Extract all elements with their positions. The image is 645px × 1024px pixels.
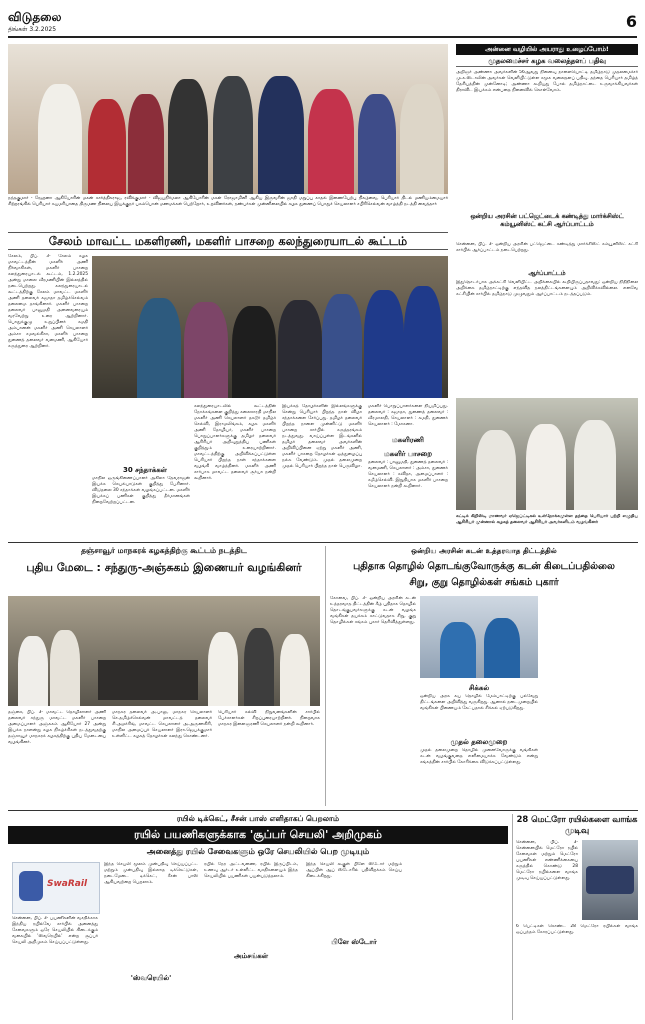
salem-col4-subhead2: மகளிர் பாசறை	[383, 450, 433, 458]
train-icon	[19, 871, 43, 901]
thanjavur-body3: பெரியார் கல்வி நிறுவனங்களின் சார்பில் பேச்சாளர்கள் சிறப்புரையாற்றினர். நிறைவாக மாநகர இளைஞரணி செயலாளர் நன்றி கூறினார்.	[218, 710, 320, 727]
salem-col3: இயக்கத் தோழர்களின் இல்லங்களுக்கு சென்று பெரியார் பிறந்த நாள் விழா சந்தாக்களை சேர்ப்பது. தமிழர் தலைவர் பிறந்த நாளை முன்னிட்டு மகளிர் பாசறை சார்பில் கருத்தரங்கம் நடத்துவது. வாய்ப்புள்ள இடங்களில் தமிழர் தலைவர் அவர்களின் அறிவிப்பினை ஏற்று மகளிர் அணி, மகளிர் பாசறை தோழர்கள் ஒத்துழைப்பு நல்க வேண்டும். முதல் தலைமுறை முதல் பெரியார் பிறந்த நாள் பெருவிழா.	[282, 404, 362, 469]
railway-subhead1: 'ஸ்வரெயில்'	[130, 974, 172, 982]
top-photo	[8, 44, 448, 194]
thanjavur-photo	[8, 596, 320, 706]
right-second-title: ஒன்றிய அரசின் பட்ஜெட்டைக் கண்டித்து மார்க்சிஸ்ட் கம்யூனிஸ்ட் கட்சி ஆர்ப்பாட்டம்	[470, 212, 624, 229]
divider	[8, 542, 638, 543]
msme-body2: ஒன்றிய அரசு சுய தொழில் மேம்பாட்டிற்கு பல்வேறு திட்டங்களை அறிவித்து வருகிறது. ஆனால் நடைமுறையில் வங்கிகள் பிணையம் கேட்பதால் சிக்கல் ஏற்படுகிறது.	[420, 694, 538, 711]
railway-body4: இந்த செயலி கூகுள் பிளே ஸ்டோர் மற்றும் ஆப்பிள் ஆப் ஸ்டோரில் பதிவிறக்கம் செய்ய கிடைக்கிறது.	[306, 862, 402, 879]
salem-col1-b: மாநில ஒருங்கிணைப்பாளர் அகிலா தேவராஜன் இயக்க செயல்பாடுகள் குறித்து பேசினார். விடுதலை 30 சந்தாக்கள் வழங்கப்பட்டன. மகளிர் இயக்கப் பணிகள் குறித்து தீர்மானங்கள் நிறைவேற்றப்பட்டன.	[92, 476, 190, 505]
divider	[512, 814, 513, 1020]
issue-date: திங்கள் 3.2.2025	[8, 26, 57, 33]
metro-train-icon	[586, 866, 634, 894]
right-second-location: சென்னை, பிப். 3- ஒன்றிய அரசின் பட்ஜெட்டை கண்டித்து மார்க்சிஸ்ட் கம்யூனிஸ்ட் கட்சி சார்பில் ஆர்ப்பாட்டம் நடைபெற்றது.	[456, 242, 638, 253]
railway-kicker: ரயில் டிக்கெட், சீசன் பாஸ் எளிதாகப் பெறலாம்	[176, 814, 340, 823]
right-second-subhead: ஆர்ப்பாட்டம்	[528, 270, 566, 277]
salem-col4-b: தலைவர் : பானுமதி, துணைத் தலைவர் : வனமணி, செயலாளர் : அம்சா, துணைச் செயலாளர் : கவிதா, அமைப்பாளர் : கமீழ்செல்வி. இறுதியாக மகளிர் பாசறை செயலாளர் நன்றி கூறினார்.	[368, 460, 448, 489]
railway-body-cont	[408, 862, 508, 1020]
swarail-logo-text: SwaRail	[47, 879, 88, 889]
msme-subhead1: சிக்கல்	[468, 684, 490, 692]
thanjavur-headline: புதிய மேடை : சந்துரு-அஞ்சுகம் இணையர் வழங்கினர்	[26, 561, 302, 574]
msme-subhead2: முதல் தலைமுறை	[450, 738, 508, 746]
salem-col4: மகளிர் பொறுப்பாளர்களை நியமிப்பது. தலைவர் : சுஜாதா, துணைத் தலைவர் : வீரமாலதி, செயலாளர் : சுமதி, துணைச் செயலாளர் : மோகனா.	[368, 404, 448, 427]
metro-body1: சென்னை, பிப். 3- சென்னையில் மெட்ரோ ரயில் சேவைகள் மற்றும் மெட்ரோ பயணிகள் எண்ணிக்கையை கருத்தில் கொண்டு 28 மெட்ரோ ரயில்களை வாங்க முடிவு செய்யப்பட்டுள்ளது.	[516, 840, 578, 881]
railway-headline: ரயில் பயணிகளுக்காக 'சூப்பர் செயலி' அறிமுகம்	[8, 826, 508, 844]
salem-col2: கலந்துரையாடலில் கூட்டத்தின் நோக்கங்களை குறித்து கலைசாரதி மாநில மகளிர் அணி செயலாளர் தகடூர் தமிழ்ச் செல்வி, இராமலிங்கம், கழக மகளிர் அணி தோழியர், மகளிர் பாசறை பொறுப்பாளர்களுக்கு தமிழர் தலைவர் ஆசிரியர் அறிவுறுத்திய பணிகள் குறித்தும் உரையாற்றினார். மாவட்டத்திற்கு அறிவிக்கப்பட்டுள்ள பெரியார் பிறந்த நாள் சந்தாக்களை வழங்கி வாழ்த்தினர். மகளிர் அணி சார்பாக மாவட்ட தலைவர் சூர்யா நன்றி கூறினார்.	[194, 404, 276, 481]
salem-headline: சேலம் மாவட்ட மகளிரணி, மகளிர் பாசறை கலந்துரையாடல் கூட்டம்	[8, 232, 448, 250]
thanjavur-kicker: தஞ்சாவூர் மாநகரக் கழகத்திற்கு கூட்டம் நடத்திட	[81, 546, 247, 555]
railway-body1: சென்னை, பிப். 3- பயணிகளின் வசதிக்காக இந்திய ரயில்வே சார்பில் அனைத்து சேவைகளும் ஒரே செயலியில் கிடைக்கும் வகையில் 'ஸ்வரெயில்' என்ற சூப்பர் செயலி அறிமுகம் செய்யப்பட்டுள்ளது.	[12, 916, 98, 945]
right-photo	[456, 398, 638, 510]
railway-body2: இந்த செயலி மூலம் முன்பதிவு செய்யப்பட்ட மற்றும் முன்பதிவு இல்லாத டிக்கெட்டுகள், நடைமேடை டிக்கெட், சீசன் பாஸ் ஆகியவற்றை பெறலாம்.	[104, 862, 198, 885]
msme-body3: முதல் தலைமுறை தொழில் முனைவோருக்கு வங்கிகள் கடன் வழங்குவதை எளிமையாக்க வேண்டும் என்று சங்கத்தின் சார்பில் கோரிக்கை விடுக்கப்பட்டுள்ளது.	[420, 748, 538, 765]
right-photo-caption: கட்டிக் கிறிஸ்டி மாணவர் ஏஜெப்ட்டிகல் உள்நோக்கமுள்ள தந்தை பெரியார் பற்றி எழுதிய ஆசிரியர் முன்னால் கழகத் தலைவர் ஆசிரியர் அவர்களிடம் வழங்கினர்	[456, 514, 638, 525]
salem-col4-subhead1: மகளிரணி	[392, 436, 424, 444]
top-photo-caption: நந்தகுமார் - ரேஹனா ஆகியோரின் மகன் கார்த்திகராஜ, ரவிக்குமார் - விஜயநிர்மலா ஆகியோரின் மகள் ரோஜாமினி ஆகிய இருவரின் ஜாதி மறுப்பு காதல் இணையேற்பு நிகழ்வை, பெரியார் திடல் மணியம்மையார் சிற்றரங்கில் பெரியார் சுயமரியாதை திருமண நிலைய இயக்குநர் பசும்பொன் மணமக்கள் பெற்றோர், உறவினர்கள், நண்பர்கள் முன்னிலையில் கழக துணைப் பொதுச் செயலாளர் சபிரிசெல்வன் வாழ்த்தி நடத்தி வைத்தார்	[8, 196, 448, 207]
metro-headline: 28 மெட்ரோ ரயில்களை வாங்க முடிவு	[516, 814, 638, 835]
thanjavur-body2: மாநகர தலைவர் அ.பாலு, மாநகர செயலாளர் செ.தமிழ்ச்செல்வன் மாவட்டத் தலைவர் சி.அமர்சிங், மாவட்ட செயலாளர் அ.அருணகிரி, மாநில அமைப்புச் செயலாளர் இரா.ஜெயக்குமார் உள்ளிட்ட கழகத் தோழர்கள் கலந்து கொண்டனர்.	[112, 710, 212, 739]
railway-body3: ரயில் நேர அட்டவணை, ரயில் இருப்பிடம், உணவு ஆர்டர் உள்ளிட்ட வசதிகளையும் இந்த செயலியில் பயணிகள் பயன்படுத்தலாம்.	[204, 862, 298, 879]
msme-subheadline: சிறு, குறு தொழில்கள் சங்கம் புகார்	[409, 577, 559, 588]
salem-photo	[92, 256, 448, 398]
right-top-story	[456, 44, 638, 209]
right-top-title: அன்னை வழியில் அயராது உழைப்போம்!	[456, 44, 638, 55]
msme-headline: புதிதாக தொழில் தொடங்குவோருக்கு கடன் கிடைப்பதில்லை	[353, 561, 615, 572]
railway-subhead3: பிளே ஸ்டோர்	[331, 938, 377, 946]
metro-body2: 6 பெட்டிகள் கொண்ட 28 மெட்ரோ ரயில்கள் வாங்க ஒப்பந்தம் கோரப்பட்டுள்ளது.	[516, 924, 638, 935]
railway-subhead2: அம்சங்கள்	[233, 952, 269, 960]
right-second-body: இதுதொடர்பாக அக்கட்சி வெளியிட்ட அறிக்கையில் கூறியிருப்பதாவது: ஒன்றிய நிதிநிலை அறிக்கை தமிழ்நாட்டிற்கு எந்தவித நலத்திட்டங்களையும் அறிவிக்கவில்லை. எனவே கட்சியின் சார்பில் தமிழ்நாடு முழுவதும் ஆர்ப்பாட்டம் நடத்தப்படும்.	[456, 280, 638, 297]
paper-name: விடுதலை	[8, 10, 62, 24]
divider	[8, 810, 638, 811]
msme-body3-cont	[544, 596, 638, 806]
msme-body1: கோவை, பிப். 3- ஒன்றிய அரசின் கடன் உத்தரவாத திட்டத்தின் கீழ் புதிதாக தொழில் தொடங்குபவர்களுக்கு கடன் வழங்க வங்கிகள் தயக்கம் காட்டுவதாக சிறு, குறு தொழில்கள் சங்கம் புகார் தெரிவித்துள்ளது.	[330, 596, 416, 625]
swarail-logo	[12, 862, 100, 914]
divider	[325, 546, 326, 806]
masthead	[8, 8, 637, 38]
right-second-story	[456, 212, 638, 402]
railway-subheadline: அனைத்து ரயில் சேவைகளும் ஒரே செயலியில் பெற முடியும்	[146, 847, 370, 856]
page-number: 6	[625, 12, 637, 31]
msme-photo	[420, 596, 538, 678]
salem-col1: சேலம், பிப். 3- சேலம் கழக மாவட்டத்தின் மகளிர் அணி நிர்வாகிகள், மகளிர் பாசறை கலந்துரையாடல் கூட்டம், 1.2.2025 அன்று மாலை வீரமணியின் இல்லத்தில் நடைபெற்றது. கலந்துரையாடல் கூட்டத்திற்கு சேலம் மாவட்ட மகளிர் அணி தலைவர் சுஜாதா தமிழ்ச்செல்வம் தலைமை தாங்கினார். மகளிர் பாசறை தலைவர் பானுமதி அனைவரையும் வரவேற்று உரை ஆற்றினார். பொதுக்குழு உறுப்பினர் சுமதி அம்பானன் மகளிர் அணி செயலாளர் அம்சா சமவல்கிசா, மகளிர் பாசறை துணைத் தலைவர் வனமணி, ஆகியோர் கருத்துரை ஆற்றினர்.	[8, 254, 88, 349]
thanjavur-body1: தஞ்சை, பிப். 3- மாவட்ட தொழிலாளர் அணி தலைவர் சந்துரு மாவட்ட மகளிர் பாசறை அமைப்பாளர் அஞ்சுகம் ஆகியோர் 27 அன்று இயக்க நாளன்று கழக நிகழ்ச்சிகள் நடத்துவதற்கு தஞ்சாவூர் மாநகரக் கழகத்திற்கு புதிய மேடையை வழங்கினர்.	[8, 710, 106, 745]
right-top-subtitle: முதலமைச்சர் கழக வலைத்தளப் பதிவு	[456, 57, 638, 67]
metro-photo	[582, 840, 638, 920]
msme-kicker: ஒன்றிய அரசின் கடன் உத்தரவாத திட்டத்தில்	[411, 546, 557, 555]
right-top-body: அறிஞர் அண்ணா அவர்களின் 56ஆவது நினைவு நாளையொட்டி தமிழ்நாடு முதலமைச்சர் மு.க.ஸ்டாலின் அவர்கள் வெளியிட்டுள்ள சமூக வலைதளப் பதிவு. தந்தை பெரியார் தமிழ்த் தேசியத்தின் முன்னோடி; அண்ணா கூறியது போல் தமிழ்நாட்டை உருவாக்கியவர்கள் திராவிட இயக்கம் என்பதை நினைவில் கொள்வோம்.	[456, 70, 638, 93]
salem-col1-subhead: 30 சந்தாக்கள்	[122, 466, 168, 474]
